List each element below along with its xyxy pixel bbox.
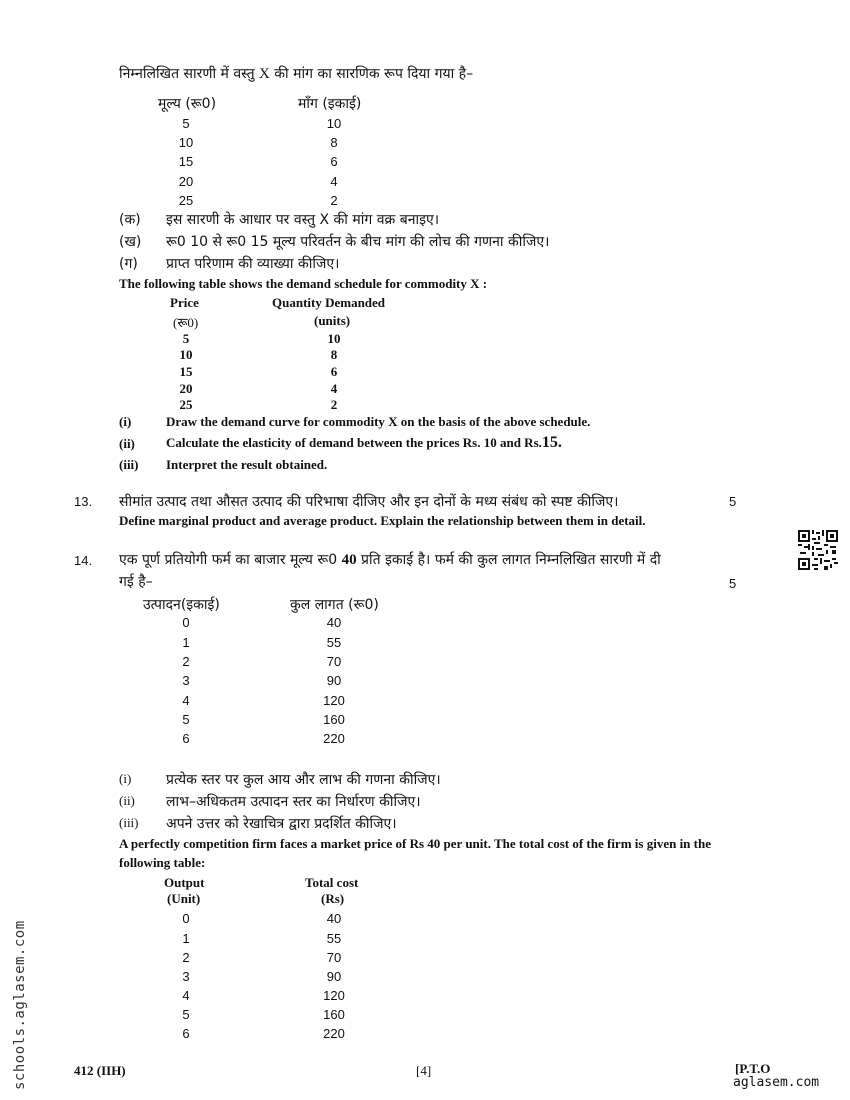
table-cell: 0 <box>182 615 190 630</box>
footer-paper-code: 412 (IIH) <box>74 1063 126 1078</box>
table-cell: 5 <box>182 712 190 727</box>
table-cell: 1 <box>182 635 190 650</box>
table-cell: 160 <box>323 1007 345 1022</box>
table-cell: 2 <box>330 397 338 412</box>
table-cell: 6 <box>182 1026 190 1041</box>
q14-number: 14. <box>74 553 93 568</box>
table-cell: 70 <box>326 950 342 965</box>
table-cell: 40 <box>326 911 342 926</box>
table-cell: 160 <box>323 712 345 727</box>
q12-english-part-label: (ii) <box>119 436 135 451</box>
table-cell: 6 <box>182 731 190 746</box>
table-cell: 90 <box>326 673 342 688</box>
table-cell: 220 <box>323 1026 345 1041</box>
q13-english-text: Define marginal product and average product. Explain the relationship between them in detail. <box>119 513 646 528</box>
q12-hindi-part-text: प्राप्त परिणाम की व्याख्या कीजिए। <box>166 256 340 272</box>
table-cell: 8 <box>330 135 338 150</box>
table-cell: 25 <box>179 397 193 412</box>
watermark-text: schools.aglasem.com <box>12 920 28 1090</box>
table-cell: 1 <box>182 931 190 946</box>
q12-hindi-part-label: (ग) <box>119 256 138 272</box>
q12-hindi-part-label: (क) <box>119 212 141 228</box>
q14-hindi-part-text: लाभ–अधिकतम उत्पादन स्तर का निर्धारण कीजिए। <box>166 794 421 810</box>
q14-english-line2: following table: <box>119 855 206 870</box>
q12-english-intro: The following table shows the demand schedule for commodity X : <box>119 276 488 291</box>
table-cell: 15 <box>179 364 193 379</box>
footer-site: aglasem.com <box>733 1075 820 1090</box>
table-cell: 5 <box>182 331 190 346</box>
table-cell: 2 <box>330 193 338 208</box>
table-cell: 4 <box>330 381 338 396</box>
table-cell: 220 <box>323 731 345 746</box>
table-cell: 10 <box>326 116 342 131</box>
q14-marks: 5 <box>729 576 737 591</box>
q12-hindi-header-qty: माँग (इकाई) <box>298 96 362 112</box>
table-cell: 120 <box>323 693 345 708</box>
q12-english-header-price-unit: (रू0) <box>173 315 199 330</box>
q12-hindi-part-text: इस सारणी के आधार पर वस्तु X की मांग वक्र बनाइए। <box>166 212 440 228</box>
table-cell: 6 <box>330 154 338 169</box>
q14-hindi-part-text: अपने उत्तर को रेखाचित्र द्वारा प्रदर्शित कीजिए। <box>166 816 397 832</box>
qr-code-image <box>798 530 838 570</box>
q14-hindi-line1: एक पूर्ण प्रतियोगी फर्म का बाजार मूल्य रू0 40 प्रति इकाई है। फर्म की कुल लागत निम्नलिखित सारणी में दी <box>119 552 661 568</box>
q12-hindi-header-price: मूल्य (रू0) <box>158 96 217 112</box>
q14-hindi-part-label: (ii) <box>119 793 135 808</box>
table-cell: 0 <box>182 911 190 926</box>
q14-hindi-line2: गई है– <box>119 574 153 590</box>
table-cell: 20 <box>178 174 194 189</box>
table-cell: 10 <box>179 347 193 362</box>
table-cell: 55 <box>326 931 342 946</box>
q12-english-part-text: Calculate the elasticity of demand between the prices Rs. 10 and Rs.15. <box>166 434 562 451</box>
table-cell: 25 <box>178 193 194 208</box>
qr-code-icon <box>798 530 838 570</box>
q14-hindi-part-text: प्रत्येक स्तर पर कुल आय और लाभ की गणना कीजिए। <box>166 772 441 788</box>
table-cell: 4 <box>182 693 190 708</box>
table-cell: 5 <box>182 116 190 131</box>
table-cell: 120 <box>323 988 345 1003</box>
table-cell: 55 <box>326 635 342 650</box>
table-cell: 10 <box>178 135 194 150</box>
q14-english-header-output-unit: (Unit) <box>167 891 201 906</box>
q12-english-part-text: Draw the demand curve for commodity X on the basis of the above schedule. <box>166 414 591 429</box>
q14-hindi-header-output: उत्पादन(इकाई) <box>143 597 220 613</box>
table-cell: 10 <box>327 331 341 346</box>
q12-hindi-part-label: (ख) <box>119 234 142 250</box>
q14-english-header-cost-unit: (Rs) <box>321 891 345 906</box>
q12-english-part-label: (i) <box>119 414 132 429</box>
table-cell: 5 <box>182 1007 190 1022</box>
q13-marks: 5 <box>729 494 737 509</box>
table-cell: 20 <box>179 381 193 396</box>
q12-english-part-text: Interpret the result obtained. <box>166 457 328 472</box>
q14-hindi-header-cost: कुल लागत (रू0) <box>290 597 379 613</box>
q12-english-header-qty: Quantity Demanded <box>272 295 386 310</box>
q13-hindi-text: सीमांत उत्पाद तथा औसत उत्पाद की परिभाषा दीजिए और इन दोनों के मध्य संबंध को स्पष्ट कीजिए। <box>119 494 619 510</box>
footer-pto: [P.T.O <box>735 1061 771 1076</box>
q14-english-header-cost: Total cost <box>305 875 359 890</box>
footer-page-number: [4] <box>416 1063 432 1078</box>
q13-number: 13. <box>74 494 93 509</box>
table-cell: 3 <box>182 969 190 984</box>
table-cell: 6 <box>330 364 338 379</box>
table-cell: 15 <box>178 154 194 169</box>
table-cell: 40 <box>326 615 342 630</box>
q14-english-header-output: Output <box>164 875 205 890</box>
table-cell: 90 <box>326 969 342 984</box>
table-cell: 4 <box>330 174 338 189</box>
q14-hindi-part-label: (i) <box>119 771 132 786</box>
table-cell: 70 <box>326 654 342 669</box>
table-cell: 8 <box>330 347 338 362</box>
table-cell: 2 <box>182 950 190 965</box>
q12-english-part-label: (iii) <box>119 457 139 472</box>
q12-hindi-intro: निम्नलिखित सारणी में वस्तु X की मांग का सारणिक रूप दिया गया है– <box>119 66 474 82</box>
table-cell: 2 <box>182 654 190 669</box>
q12-english-header-qty-unit: (units) <box>314 313 351 328</box>
q12-english-header-price: Price <box>170 295 199 310</box>
table-cell: 3 <box>182 673 190 688</box>
q12-hindi-part-text: रू0 10 से रू0 15 मूल्य परिवर्तन के बीच मांग की लोच की गणना कीजिए। <box>166 234 550 250</box>
table-cell: 4 <box>182 988 190 1003</box>
q14-hindi-part-label: (iii) <box>119 815 139 830</box>
q14-english-line1: A perfectly competition firm faces a market price of Rs 40 per unit. The total cost of the firm is given in the <box>119 836 711 851</box>
